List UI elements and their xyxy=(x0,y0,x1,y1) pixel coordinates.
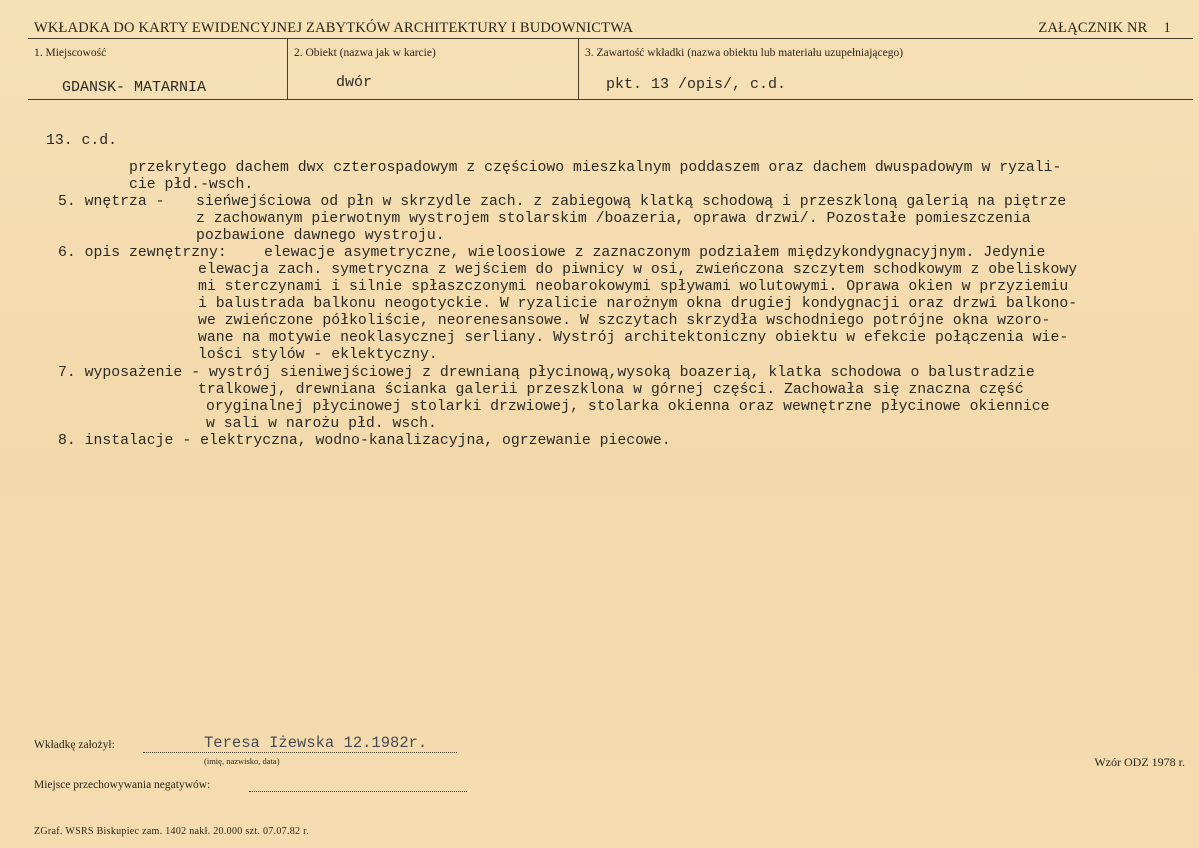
founder-label: Wkładkę założył: xyxy=(34,739,115,751)
body-line: 8. instalacje - elektryczna, wodno-kanalizacyjna, ogrzewanie piecowe. xyxy=(58,433,671,449)
annex-number: 1 xyxy=(1163,20,1171,36)
body-line: elewacja zach. symetryczna z wejściem do piwnicy w osi, zwieńczona szczytem schodkowym z obeliskowy xyxy=(198,262,1078,278)
form-model: Wzór ODZ 1978 r. xyxy=(1094,755,1185,769)
annex-label-text: ZAŁĄCZNIK NR xyxy=(1038,20,1148,36)
locality-value: GDANSK- MATARNIA xyxy=(62,79,207,96)
field-divider-1 xyxy=(287,38,288,99)
body-line: 6. opis zewnętrzny: xyxy=(58,245,227,261)
content-label: 3. Zawartość wkładki (nazwa obiektu lub materiału uzupełniającego) xyxy=(585,47,904,59)
founder-value: Teresa Iżewska 12.1982r. xyxy=(204,734,428,752)
body-line: sieńwejściowa od płn w skrzydle zach. z zabiegową klatką schodową i przeszkloną galerią na piętrze xyxy=(196,194,1067,210)
body-line: i balustrada balkonu neogotyckie. W ryzalicie narożnym okna drugiej kondygnacji oraz drzwi balkono- xyxy=(198,296,1078,312)
body-line: wane na motywie neoklasycznej serliany. Wystrój architektoniczny obiektu w efekcie połączenia wie- xyxy=(198,330,1069,346)
field-divider-2 xyxy=(578,38,579,99)
printer-note: ZGraf. WSRS Biskupiec zam. 1402 nakł. 20.000 szt. 07.07.82 r. xyxy=(34,826,310,837)
body-line: cie płd.-wsch. xyxy=(129,177,254,193)
locality-label: 1. Miejscowość xyxy=(34,47,107,59)
body-line: przekrytego dachem dwx czterospadowym z częściowo mieszkalnym poddaszem oraz dachem dwuspadowym w ryzali- xyxy=(129,160,1062,176)
body-line: oryginalnej płycinowej stolarki drzwiowej, stolarka okienna oraz wewnętrzne płycinowe okiennice xyxy=(206,399,1050,415)
body-line: elewacje asymetryczne, wieloosiowe z zaznaczonym podziałem międzykondygnacyjnym. Jedynie xyxy=(264,245,1046,261)
form-header xyxy=(34,17,1171,39)
founder-hint: (imię, nazwisko, data) xyxy=(204,756,280,766)
body-line: tralkowej, drewniana ścianka galerii przeszklona w górnej części. Zachowała się znaczna część xyxy=(198,382,1024,398)
annex-label xyxy=(1038,20,1171,37)
body-line: pozbawione dawnego wystroju. xyxy=(196,228,445,244)
storage-dotted-line xyxy=(249,791,467,792)
storage-label: Miejsce przechowywania negatywów: xyxy=(34,779,211,791)
header-rule xyxy=(28,38,1193,39)
founder-dotted-line xyxy=(143,752,457,753)
body-line: mi sterczynami i silnie spłaszczonymi neobarokowymi spływami wolutowymi. Oprawa okien w przyziemiu xyxy=(198,279,1069,295)
body-line: lości stylów - eklektyczny. xyxy=(198,347,438,363)
body-line: 5. wnętrza - xyxy=(58,194,165,210)
body-line: 7. wyposażenie - wystrój sieniwejściowej z drewnianą płycinową,wysoką boazerią, klatka schodowa o balustradzie xyxy=(58,365,1035,381)
fields-rule xyxy=(28,99,1193,100)
object-value: dwór xyxy=(336,74,373,91)
body-line: 13. c.d. xyxy=(46,133,118,149)
form-title: WKŁADKA DO KARTY EWIDENCYJNEJ ZABYTKÓW ARCHITEKTURY I BUDOWNICTWA xyxy=(34,20,634,36)
body-line: w sali w narożu płd. wsch. xyxy=(206,416,437,432)
content-value: pkt. 13 /opis/, c.d. xyxy=(606,76,787,93)
object-label: 2. Obiekt (nazwa jak w karcie) xyxy=(294,47,436,59)
body-line: we zwieńczone półkoliście, neorenesansowe. W szczytach skrzydła wschodniego potrójne okna wzoro- xyxy=(198,313,1051,329)
body-line: z zachowanym pierwotnym wystrojem stolarskim /boazeria, oprawa drzwi/. Pozostałe pomieszczenia xyxy=(196,211,1031,227)
